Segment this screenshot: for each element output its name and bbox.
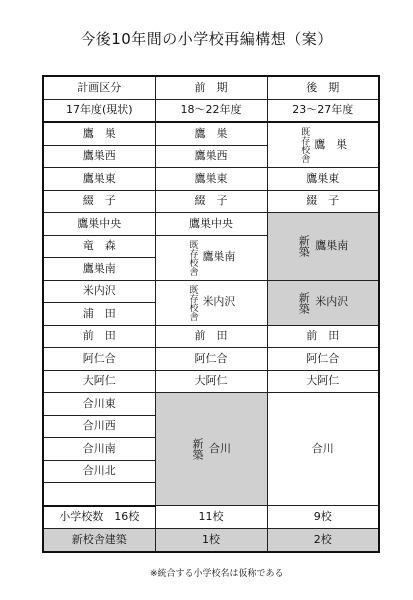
existing-building-tag: 既存校舎 (299, 127, 310, 163)
school-plan-table (42, 75, 380, 553)
summary-row-new (43, 529, 379, 552)
footnote: ※統合する小学校名は仮称である (150, 569, 284, 579)
current-school-empty (43, 483, 155, 506)
table-row (43, 190, 379, 213)
new-building-label: 新校舎建築 (43, 529, 155, 552)
new-building-early: 1校 (155, 529, 267, 552)
new-building-late: 2校 (267, 529, 379, 552)
current-school: 竜 森 (43, 235, 155, 258)
late-school: 鷹巣東 (267, 168, 379, 191)
current-school: 鷹 巣 (43, 122, 155, 145)
current-school: 阿仁合 (43, 348, 155, 371)
new-building-tag: 新築 (297, 235, 311, 258)
table-row (43, 370, 379, 393)
late-school: 大阿仁 (267, 370, 379, 393)
school-count-early: 11校 (155, 506, 267, 529)
school-count-late: 9校 (267, 506, 379, 529)
current-school: 合川北 (43, 460, 155, 483)
summary-row-count (43, 506, 379, 529)
current-school: 綴 子 (43, 190, 155, 213)
header-row-1 (43, 76, 379, 99)
header-early-period: 前 期 (155, 76, 267, 99)
school-count-label: 小学校数 16校 (43, 506, 155, 529)
late-school-takanosu (267, 122, 379, 168)
header-early-years: 18～22年度 (155, 99, 267, 122)
late-school: 前 田 (267, 325, 379, 348)
table-row (43, 348, 379, 371)
header-current-year: 17年度(現状) (43, 99, 155, 122)
early-school: 阿仁合 (155, 348, 267, 371)
early-school-aikawa (155, 393, 267, 506)
early-school-name: 鷹巣南 (202, 250, 236, 264)
early-school: 大阿仁 (155, 370, 267, 393)
early-school: 綴 子 (155, 190, 267, 213)
table-row (43, 325, 379, 348)
late-school-name: 米内沢 (315, 295, 349, 309)
current-school: 合川西 (43, 415, 155, 438)
late-school-yonaizawa (267, 280, 379, 325)
table-row (43, 213, 379, 236)
early-school: 鷹巣東 (155, 168, 267, 191)
current-school: 鷹巣東 (43, 168, 155, 191)
header-row-2 (43, 99, 379, 122)
early-school-name: 合川 (209, 441, 232, 455)
early-school-takanosu-minami (155, 235, 267, 280)
page-title: 今後10年間の小学校再編構想（案） (80, 30, 333, 48)
current-school: 鷹巣中央 (43, 213, 155, 236)
late-school-name: 鷹 巣 (314, 137, 348, 151)
current-school: 鷹巣西 (43, 145, 155, 168)
header-late-period: 後 期 (267, 76, 379, 99)
late-school-aikawa: 合川 (267, 393, 379, 506)
late-school: 綴 子 (267, 190, 379, 213)
table-row (43, 280, 379, 303)
table-row (43, 393, 379, 416)
current-school: 合川南 (43, 438, 155, 461)
header-late-years: 23～27年度 (267, 99, 379, 122)
current-school: 合川東 (43, 393, 155, 416)
new-building-tag: 新築 (297, 291, 311, 314)
early-school-yonaizawa (155, 280, 267, 325)
new-building-tag: 新築 (191, 438, 205, 460)
table-row (43, 168, 379, 191)
late-school: 阿仁合 (267, 348, 379, 371)
late-school-name: 鷹巣南 (315, 239, 349, 253)
current-school: 前 田 (43, 325, 155, 348)
early-school: 鷹巣中央 (155, 213, 267, 236)
current-school: 大阿仁 (43, 370, 155, 393)
current-school: 浦 田 (43, 303, 155, 326)
existing-building-tag: 既存校舎 (187, 239, 198, 276)
header-plan-division: 計画区分 (43, 76, 155, 99)
late-school-takanosu-minami (267, 213, 379, 281)
existing-building-tag: 既存校舎 (187, 284, 198, 321)
early-school: 前 田 (155, 325, 267, 348)
current-school: 鷹巣南 (43, 258, 155, 281)
current-school: 米内沢 (43, 280, 155, 303)
early-school: 鷹巣西 (155, 145, 267, 168)
early-school-name: 米内沢 (202, 295, 236, 309)
early-school: 鷹 巣 (155, 122, 267, 145)
table-row (43, 122, 379, 145)
